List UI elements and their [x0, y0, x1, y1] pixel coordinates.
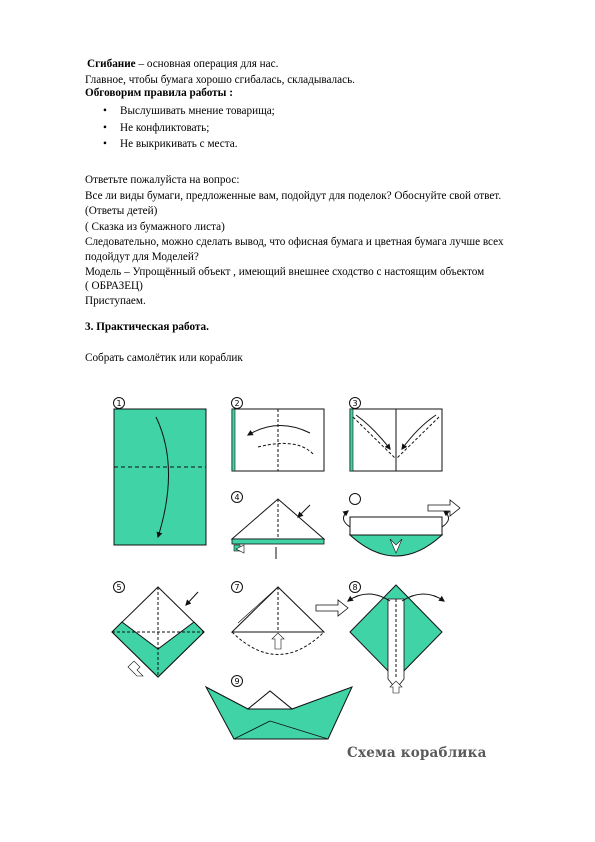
- step-9: [206, 676, 352, 740]
- rules-heading: [85, 87, 233, 100]
- step-5: [112, 582, 204, 678]
- step-3: [350, 398, 443, 472]
- step-2: [232, 398, 325, 472]
- practice-heading-text: 3. Практическая работа.: [85, 321, 209, 333]
- practice-heading: [85, 321, 209, 334]
- rule-item: • Выслушивать мнение товарища;: [92, 103, 275, 120]
- conclusion-line-1: Следовательно, можно сделать вывод, что офисная бумага и цветная бумага лучше всех: [85, 236, 504, 248]
- step-1: [114, 398, 207, 546]
- folding-definition-text: – основная операция для нас.: [135, 58, 279, 70]
- rules-list: [92, 103, 275, 153]
- conclusion-line-2: подойдут для Моделей?: [85, 251, 199, 263]
- model-definition: Модель – Упрощённый объект , имеющий внешнее сходство с настоящим объектом: [85, 266, 485, 278]
- let-us-start: Приступаем.: [85, 295, 146, 307]
- step-7: [232, 582, 349, 655]
- folding-definition: [87, 58, 278, 71]
- step-number: 1: [116, 399, 122, 408]
- question-intro: Ответьте пожалуйста на вопрос:: [85, 174, 240, 186]
- boat-folding-diagram: [98, 387, 488, 777]
- paper-tale: ( Сказка из бумажного листа): [85, 221, 225, 233]
- step-number: 4: [234, 493, 240, 502]
- folding-line-2: Главное, чтобы бумага хорошо сгибалась, складывалась.: [85, 74, 355, 86]
- step-number: 7: [234, 583, 240, 592]
- step-4: [232, 492, 325, 560]
- practice-task: Собрать самолётик или кораблик: [85, 352, 243, 364]
- step-number: 8: [352, 583, 358, 592]
- rule-item: • Не выкрикивать с места.: [92, 136, 275, 153]
- folding-term: Сгибание: [87, 58, 136, 70]
- step-number: 9: [234, 677, 240, 686]
- step-number: 5: [116, 583, 122, 592]
- children-answers: (Ответы детей): [85, 205, 158, 217]
- question-text: Все ли виды бумаги, предложенные вам, подойдут для поделок? Обоснуйте свой ответ.: [85, 190, 502, 202]
- rule-item: • Не конфликтовать;: [92, 120, 275, 137]
- sample-note: ( ОБРАЗЕЦ): [85, 280, 143, 292]
- rules-heading-text: Обговорим правила работы :: [85, 87, 233, 99]
- step-number: 2: [234, 399, 240, 408]
- step-number: 3: [352, 399, 358, 408]
- step-4-hat: [343, 494, 460, 557]
- diagram-caption: Схема кораблика: [347, 745, 487, 761]
- step-8: [348, 582, 444, 694]
